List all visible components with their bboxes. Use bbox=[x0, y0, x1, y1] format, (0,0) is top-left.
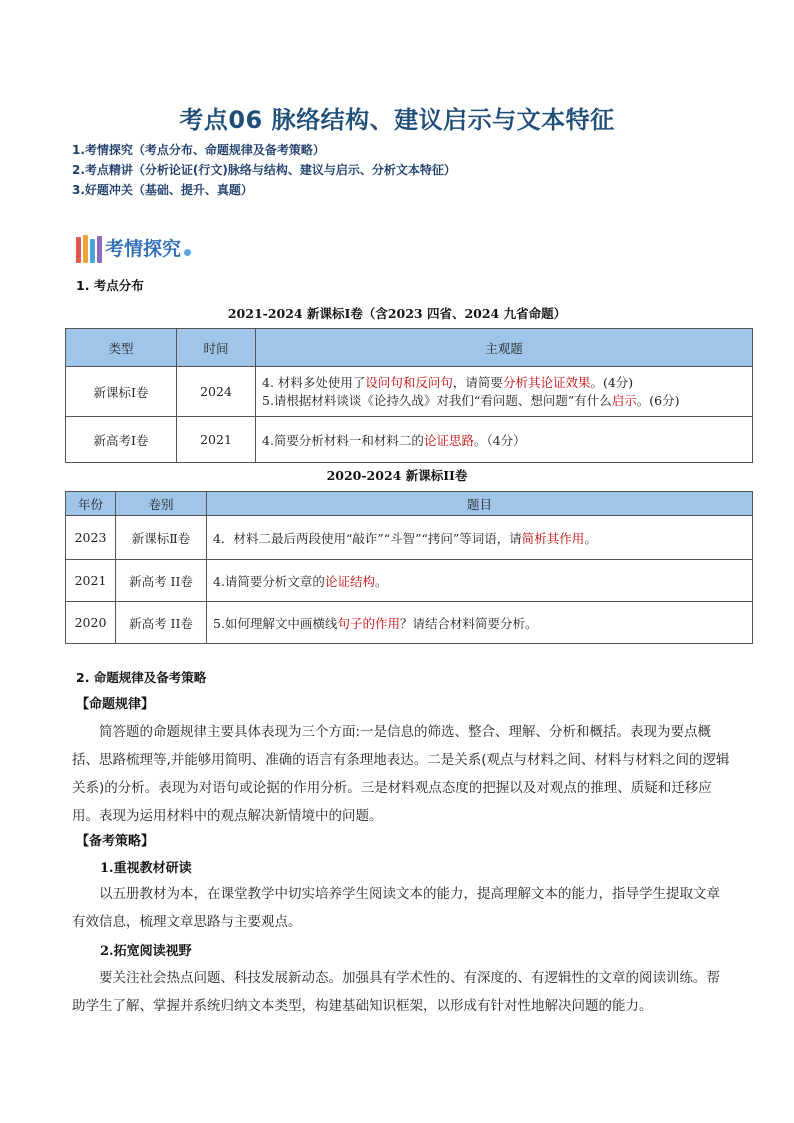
section-header bbox=[76, 231, 191, 263]
outline-item: 1.考情探究（考点分布、命题规律及备考策略） bbox=[72, 143, 325, 157]
table-cell-paper: 新高考 II卷 bbox=[116, 560, 207, 602]
table-row bbox=[66, 516, 753, 560]
table-header: 卷别 bbox=[116, 492, 207, 516]
part1-heading: 1. 考点分布 bbox=[76, 278, 144, 293]
books-icon bbox=[76, 235, 102, 263]
rule-paragraph: 简答题的命题规律主要具体表现为三个方面:一是信息的筛选、整合、理解、分析和概括。表现为要点概括、思路梳理等,并能够用简明、准确的语言有条理地表达。二是关系(观点与材料之间、材料与材料之间的逻辑关系)的分析。表现为对语句或论据的作用分析。三是材料观点态度的把握以及对观点的推理、质疑和迁移应用。表现为运用材料中的观点解决新情境中的问题。 bbox=[72, 724, 730, 824]
table-cell-question bbox=[256, 367, 753, 417]
table-cell-year: 2021 bbox=[177, 417, 256, 463]
table-row bbox=[66, 602, 753, 644]
table-cell-year: 2021 bbox=[66, 560, 116, 602]
rule-label: 【命题规律】 bbox=[76, 697, 155, 712]
outline bbox=[72, 140, 456, 200]
table2-caption: 2020-2024 新课标II卷 bbox=[326, 468, 468, 483]
outline-item: 3.好题冲关（基础、提升、真题） bbox=[72, 183, 253, 197]
table-cell-paper: 新高考 II卷 bbox=[116, 602, 207, 644]
table-cell-type: 新高考Ⅰ卷 bbox=[66, 417, 177, 463]
strategy-paragraph: 要关注社会热点问题、科技发展新动态。加强具有学术性的、有深度的、有逻辑性的文章的阅读训练。帮助学生了解、掌握并系统归纳文本类型，构建基础知识框架，以形成有针对性地解决问题的能力。 bbox=[72, 970, 720, 1014]
table-row bbox=[66, 417, 753, 463]
table-cell-question: 4.请简要分析文章的论证结构。 bbox=[207, 560, 753, 602]
question-line: 5.请根据材料谈谈《论持久战》对我们“看问题、想问题”有什么启示。(6分) bbox=[262, 392, 680, 408]
table-cell-question: 4.简要分析材料一和材料二的论证思路。（4分） bbox=[256, 417, 753, 463]
page-title: 考点06 脉络结构、建议启示与文本特征 bbox=[179, 106, 615, 134]
section-label: 考情探究 bbox=[105, 238, 182, 260]
strategy-title: 1.重视教材研读 bbox=[100, 861, 192, 876]
table-header: 题目 bbox=[207, 492, 753, 516]
table-row bbox=[66, 367, 753, 417]
table-header: 类型 bbox=[66, 329, 177, 367]
table-cell-year: 2020 bbox=[66, 602, 116, 644]
table-exam-distribution-2 bbox=[65, 491, 753, 644]
table-row bbox=[66, 560, 753, 602]
table-header: 主观题 bbox=[256, 329, 753, 367]
table-cell-question: 5.如何理解文中画横线句子的作用？请结合材料简要分析。 bbox=[207, 602, 753, 644]
table-cell-year: 2023 bbox=[66, 516, 116, 560]
table-header: 时间 bbox=[177, 329, 256, 367]
strategy-paragraph: 以五册教材为本，在课堂教学中切实培养学生阅读文本的能力，提高理解文本的能力，指导学生提取文章有效信息，梳理文章思路与主要观点。 bbox=[72, 886, 720, 930]
outline-item: 2.考点精讲（分析论证(行文)脉络与结构、建议与启示、分析文本特征） bbox=[72, 163, 456, 177]
strategy-label: 【备考策略】 bbox=[76, 834, 155, 849]
table-cell-year: 2024 bbox=[177, 367, 256, 417]
part2-heading: 2. 命题规律及备考策略 bbox=[76, 670, 207, 685]
table1-caption: 2021-2024 新课标Ⅰ卷（含2023 四省、2024 九省命题） bbox=[227, 306, 567, 321]
table-header: 年份 bbox=[66, 492, 116, 516]
question-line: 4. 材料多处使用了设问句和反问句，请简要分析其论证效果。(4分) bbox=[262, 374, 634, 390]
table-cell-question: 4．材料二最后两段使用“敲诈”“斗智”“拷问”等词语，请简析其作用。 bbox=[207, 516, 753, 560]
dot-icon bbox=[184, 249, 191, 256]
table-cell-paper: 新课标Ⅱ卷 bbox=[116, 516, 207, 560]
table-cell-type: 新课标Ⅰ卷 bbox=[66, 367, 177, 417]
table-exam-distribution-1 bbox=[65, 328, 753, 463]
strategy-title: 2.拓宽阅读视野 bbox=[100, 944, 192, 959]
